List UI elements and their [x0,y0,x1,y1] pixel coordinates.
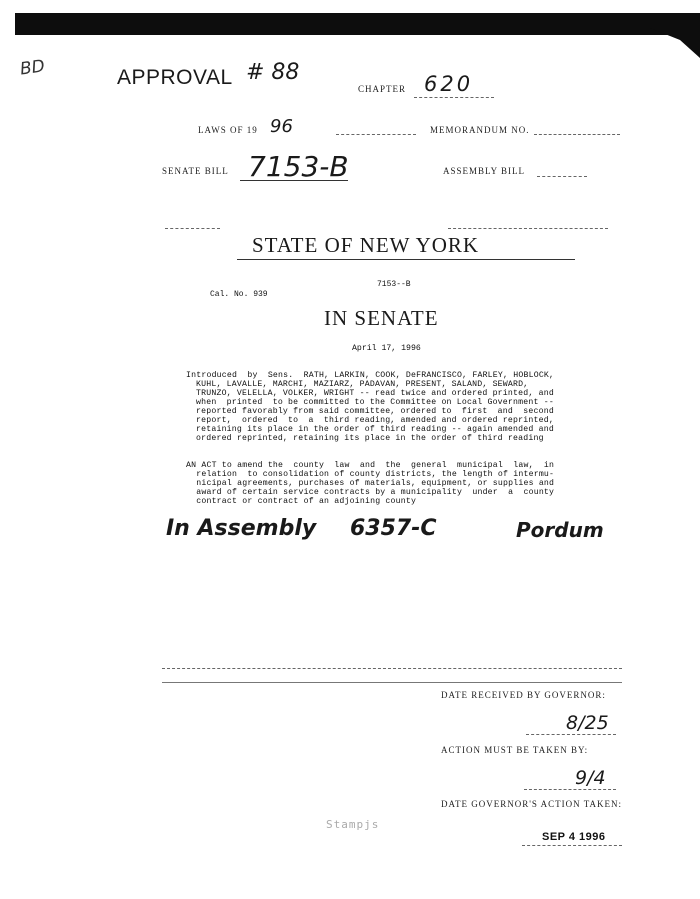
act-title-line: award of certain service contracts by a municipality under a county [186,488,555,497]
footer-rule-1 [162,668,622,669]
footer-rule-2 [162,682,622,683]
date-received-blank [526,734,616,735]
approval-label: APPROVAL [117,66,233,89]
assembly-number-note: 6357-C [350,516,437,541]
introduction-line: retaining its place in the order of third reading -- again amended and [196,425,554,434]
state-title: STATE OF NEW YORK [252,233,480,257]
title-top-rule-left [165,228,220,229]
action-taken-label: DATE GOVERNOR'S ACTION TAKEN: [441,799,622,809]
bill-number: 7153--B [377,280,411,289]
calendar-number: Cal. No. 939 [210,290,268,299]
laws-blank [336,134,416,135]
margin-mark: BD [18,56,47,80]
title-top-rule-right [448,228,608,229]
senate-bill-label: SENATE BILL [162,166,229,176]
action-by-blank [524,789,616,790]
in-assembly-note: In Assembly [166,516,317,541]
act-title-line: AN ACT to amend the county law and the general municipal law, in [186,461,555,470]
date-received-value: 8/25 [566,712,609,734]
action-by-value: 9/4 [575,767,606,789]
act-title-line: nicipal agreements, purchases of materials, equipment, or supplies and [186,479,555,488]
action-by-label: ACTION MUST BE TAKEN BY: [441,745,589,755]
approval-number: # 88 [246,60,300,85]
introduction-line: report, ordered to a third reading, amended and ordered reprinted, [196,416,554,425]
bill-date: April 17, 1996 [352,344,421,353]
sponsor-note: Pordum [516,518,604,542]
faint-stamp: Stampjs [326,818,380,831]
chamber-title: IN SENATE [324,306,439,330]
laws-of-value: 96 [270,116,293,137]
chapter-label: CHAPTER [358,84,407,94]
action-taken-stamp: SEP 4 1996 [542,831,606,843]
scan-edge-bar [15,13,700,35]
chapter-blank [414,97,494,98]
introduction-line: reported favorably from said committee, ordered to first and second [196,407,554,416]
act-title-line: relation to consolidation of county districts, the length of intermu- [186,470,555,479]
act-title-line: contract or contract of an adjoining county [186,497,417,506]
memorandum-blank [534,134,620,135]
introduction-line: ordered reprinted, retaining its place in the order of third reading [196,434,544,443]
action-taken-blank [522,845,622,846]
introduction-line: KUHL, LAVALLE, MARCHI, MAZIARZ, PADAVAN, PRESENT, SALAND, SEWARD, [196,380,529,389]
senate-bill-value: 7153-B [248,150,349,183]
assembly-bill-label: ASSEMBLY BILL [443,166,526,176]
chapter-value: 620 [424,72,474,96]
assembly-bill-blank [537,176,587,177]
introduction-line: when printed to be committed to the Committee on Local Government -- [196,398,554,407]
date-received-label: DATE RECEIVED BY GOVERNOR: [441,690,606,700]
memorandum-label: MEMORANDUM NO. [430,125,530,135]
introduction-line: Introduced by Sens. RATH, LARKIN, COOK, DeFRANCISCO, FARLEY, HOBLOCK, [186,371,555,380]
senate-bill-underline [240,180,348,181]
introduction-line: TRUNZO, VELELLA, VOLKER, WRIGHT -- read twice and ordered printed, and [196,389,554,398]
laws-of-label: LAWS OF 19 [198,125,258,135]
state-title-underline [237,259,575,260]
